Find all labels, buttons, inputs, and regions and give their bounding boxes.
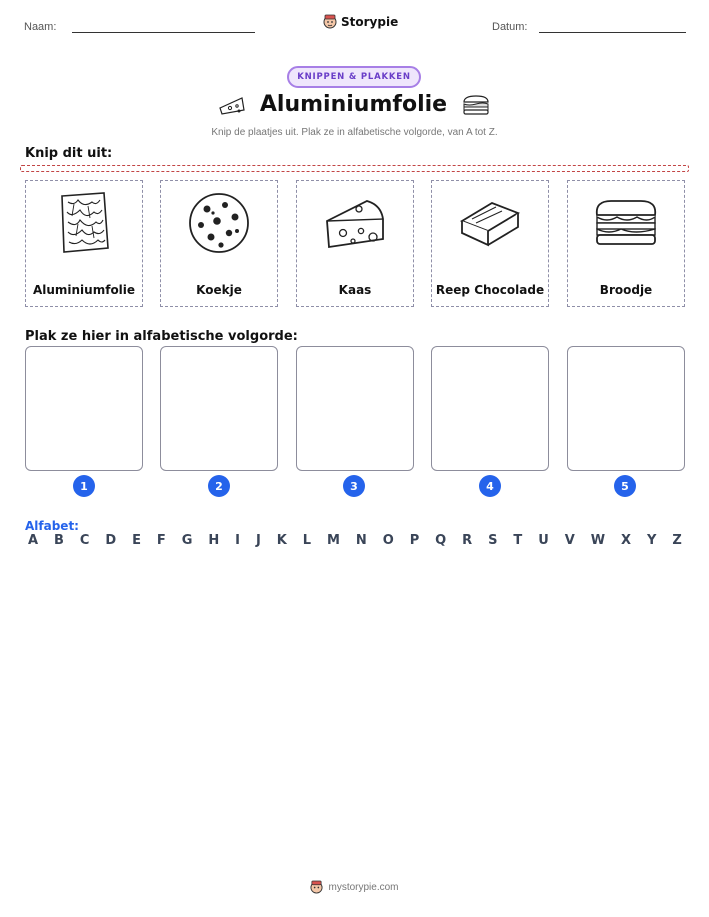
alphabet-letter: Y [646,533,657,548]
slot-number-3: 3 [343,475,365,497]
footer [0,880,709,895]
cut-card-koekje[interactable] [160,180,278,307]
cut-card-aluminiumfolie[interactable] [25,180,143,307]
alphabet-letter: L [302,533,312,548]
cut-heading: Knip dit uit: [25,146,113,161]
storypie-mascot-icon [323,14,337,30]
sandwich-title-icon [461,93,491,117]
alphabet-letter: H [208,533,220,548]
paste-slot-1[interactable] [25,346,143,471]
title-text: Aluminiumfolie [259,92,448,117]
storypie-mascot-icon [310,880,323,895]
slot-number-1: 1 [73,475,95,497]
alphabet-letter: M [326,533,340,548]
cut-card-kaas[interactable] [296,180,414,307]
cut-card-reep-chocolade[interactable] [431,180,549,307]
footer-url[interactable]: mystorypie.com [328,882,399,893]
date-label: Datum: [492,21,528,33]
card-label: Aluminiumfolie [32,283,136,297]
paste-heading: Plak ze hier in alfabetische volgorde: [25,329,298,344]
alphabet-heading: Alfabet: [25,519,79,533]
cheese-icon [323,195,387,251]
paste-slot-3[interactable] [296,346,414,471]
slot-number-4: 4 [479,475,501,497]
chocolate-bar-icon [458,195,522,251]
alphabet-letter: R [462,533,473,548]
alphabet-letter: S [488,533,498,548]
alphabet-letter: T [513,533,523,548]
alphabet-letter: D [105,533,117,548]
name-label: Naam: [24,21,57,33]
alphabet-letter: G [181,533,193,548]
card-label: Koekje [196,283,242,297]
aluminium-foil-icon [54,190,114,256]
alphabet-letter: Z [672,533,682,548]
card-label: Kaas [338,283,372,297]
alphabet-letter: C [79,533,90,548]
activity-badge: KNIPPEN & PLAKKEN [287,66,421,88]
alphabet-letter: U [538,533,549,548]
cheese-title-icon [218,94,246,116]
cut-line [20,165,689,172]
slot-number-2: 2 [208,475,230,497]
sandwich-icon [591,195,661,251]
cookie-icon [187,191,251,255]
alphabet-letter: V [564,533,575,548]
alphabet-letter: K [276,533,287,548]
alphabet-letter: E [132,533,141,548]
alphabet-letter: F [156,533,166,548]
slot-number-5: 5 [614,475,636,497]
alphabet-row [28,533,682,548]
name-line[interactable] [72,32,255,33]
alphabet-letter: N [355,533,367,548]
storypie-logo [323,14,398,30]
instructions: Knip de plaatjes uit. Plak ze in alfabetische volgorde, van A tot Z. [211,127,498,138]
alphabet-letter: W [590,533,606,548]
alphabet-letter: B [54,533,64,548]
logo-text: Storypie [341,15,399,29]
paste-slot-4[interactable] [431,346,549,471]
date-line[interactable] [539,32,686,33]
alphabet-letter: X [621,533,632,548]
alphabet-letter: P [409,533,420,548]
paste-slot-2[interactable] [160,346,278,471]
alphabet-letter: Q [435,533,447,548]
alphabet-letter: J [255,533,261,548]
cut-card-broodje[interactable] [567,180,685,307]
alphabet-letter: I [235,533,241,548]
paste-slot-5[interactable] [567,346,685,471]
alphabet-letter: O [382,533,394,548]
card-label: Broodje [599,283,653,297]
page-title [0,92,709,122]
alphabet-letter: A [28,533,39,548]
card-label: Reep Chocolade [435,283,545,297]
